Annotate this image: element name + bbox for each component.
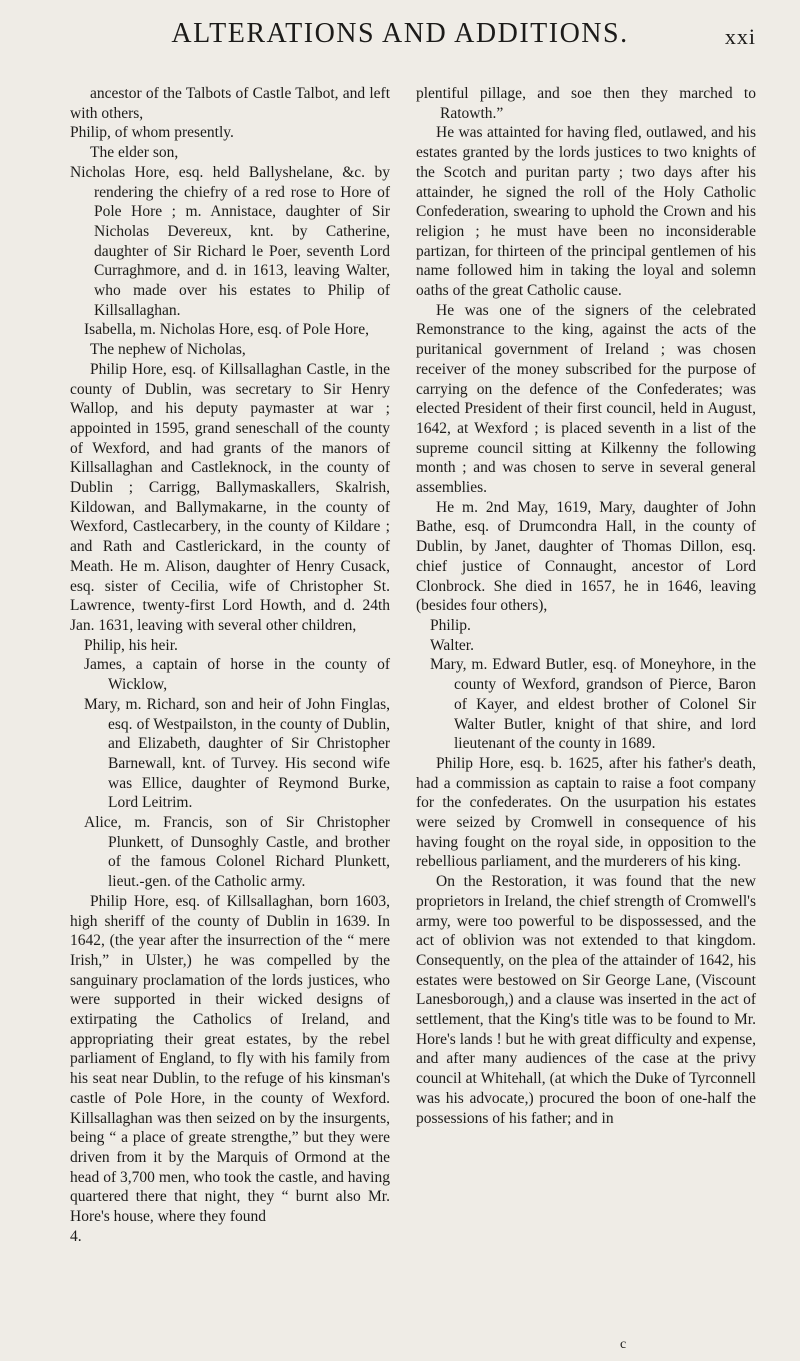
paragraph: Philip Hore, esq. of Killsallaghan Castle, in the county of Dublin, was secretary to Sir Henry Wallop, and his deputy paymaster at war ; appointed in 1595, grand seneschall of the county of Wexford, and had grants of the manors of Killsallaghan and Castleknock, in the county of Dublin ; Carrigg, Ballymaskallers, Skalrish, Kildowan, and Ballymakarne, in the county of Wexford, Castlecarbery, in the county of Kildare ; and Rath and Castlerickard, in the county of Meath. He m. Alison, daughter of Henry Cusack, esq. sister of Cecilia, wife of Christopher St. Lawrence, twenty-first Lord Howth, and d. 24th Jan. 1631, leaving with several other children, [70, 360, 390, 634]
paragraph: Nicholas Hore, esq. held Ballyshelane, &c. by rendering the chiefry of a red rose to Hore of Pole Hore ; m. Annistace, daughter of Sir Nicholas Devereux, knt. by Catherine, daughter of Sir Richard le Poer, seventh Lord Curraghmore, and d. in 1613, leaving Walter, who made over his estates to Philip of Killsallaghan. [70, 163, 390, 319]
paragraph: Philip. [430, 616, 471, 634]
paragraph: Mary, m. Edward Butler, esq. of Moneyhore, in the county of Wexford, grandson of Pierce, Baron of Kayer, and eldest brother of Colonel Sir Walter Butler, knight of that shire, and lord lieutenant of the county in 1689. [430, 656, 756, 753]
paragraph: He was one of the signers of the celebrated Remonstrance to the king, against the acts of the puritanical government of Ireland ; was chosen receiver of the money subscribed for the purpose of carrying on the defence of the Confederates; was elected President of their first council, held in August, 1642, at Wexford ; is placed seventh in a list of the supreme council sitting at Kilkenny the following month ; and was chosen to serve in several general assemblies. [416, 301, 756, 497]
paragraph: Alice, m. Francis, son of Sir Christopher Plunkett, of Dunsoghly Castle, and brother of the famous Colonel Richard Plunkett, lieut.-gen. of the Catholic army. [84, 814, 390, 891]
page-number: xxi [724, 24, 756, 49]
paragraph: He m. 2nd May, 1619, Mary, daughter of John Bathe, esq. of Drumcondra Hall, in the county of Dublin, by Janet, daughter of Thomas Dillon, esq. chief justice of Connaught, ancestor of Lord Clonbrock. She died in 1657, he in 1646, leaving (besides four others), [416, 498, 756, 615]
left-column [70, 84, 390, 1246]
paragraph: Philip Hore, esq. of Killsallaghan, born 1603, high sheriff of the county of Dublin in 1639. In 1642, (the year after the insurrection of the “ mere Irish,” in Ulster,) he was compelled by the sanguinary proclamation of the lords justices, who were supported in their wicked designs of extirpating the Catholics of Ireland, and appropriating their great estates, by the rebel parliament of England, to fly with his family from his seat near Dublin, to the refuge of his kinsman's castle of Pole Hore, in the county of Wexford. Killsallaghan was then seized on by the insurgents, being “ a place of greate strengthe,” but they were driven from it by the Marquis of Ormond at the head of 3,700 men, who took the castle, and having quartered there that night, they “ burnt also Mr. Hore's house, where they found [70, 892, 390, 1226]
right-column [416, 84, 756, 1128]
paragraph: plentiful pillage, and soe then they marched to Ratowth.” [416, 85, 756, 122]
paragraph: ancestor of the Talbots of Castle Talbot, and left with others, [70, 85, 390, 122]
signature-mark: c [620, 1337, 627, 1352]
running-title: ALTERATIONS AND ADDITIONS. [171, 18, 629, 49]
paragraph: Walter. [430, 636, 474, 654]
paragraph: Philip, his heir. [84, 636, 178, 654]
paragraph: James, a captain of horse in the county of Wicklow, [84, 656, 390, 694]
paragraph: Philip Hore, esq. b. 1625, after his father's death, had a commission as captain to raise a foot company for the confederates. On the usurpation his estates were seized by Cromwell in consequence of his having fought on the royal side, in opposition to the rebellious parliament, and the murderers of his king. [416, 754, 756, 871]
paragraph: He was attainted for having fled, outlawed, and his estates granted by the lords justices to two knights of the Scotch and puritan party ; two days after his attainder, he signed the roll of the Holy Catholic Confederation, swearing to uphold the Crown and his religion ; he must have been no inconsiderable partizan, for thirteen of the principal gentlemen of his name followed him in taking the loyal and solemn oaths of the great Catholic cause. [416, 124, 756, 300]
page-marker: 4. [70, 1227, 82, 1245]
paragraph: The elder son, [90, 144, 179, 162]
paragraph: On the Restoration, it was found that the new proprietors in Ireland, the chief strength of Cromwell's army, were too powerful to be dispossessed, and the act of oblivion was not extended to that kingdom. Consequently, on the plea of the attainder of 1642, his estates were bestowed on Sir George Lane, (Viscount Lanesborough,) and a clause was inserted in the act of settlement, that the King's title was to be found to Mr. Hore's lands ! but he with great difficulty and expense, and after many audiences of the case at the privy council at Whitehall, (at which the Duke of Tyrconnell was his advocate,) procured the boon of one-half the possessions of his father; and in [416, 873, 756, 1127]
paragraph: The nephew of Nicholas, [90, 341, 246, 359]
paragraph: Isabella, m. Nicholas Hore, esq. of Pole Hore, [84, 321, 369, 339]
paragraph: Philip, of whom presently. [70, 124, 234, 142]
paragraph: Mary, m. Richard, son and heir of John Finglas, esq. of Westpailston, in the county of Dublin, and Elizabeth, daughter of Sir Christopher Barnewall, knt. of Turvey. His second wife was Ellice, daughter of Reymond Burke, Lord Leitrim. [84, 695, 390, 812]
